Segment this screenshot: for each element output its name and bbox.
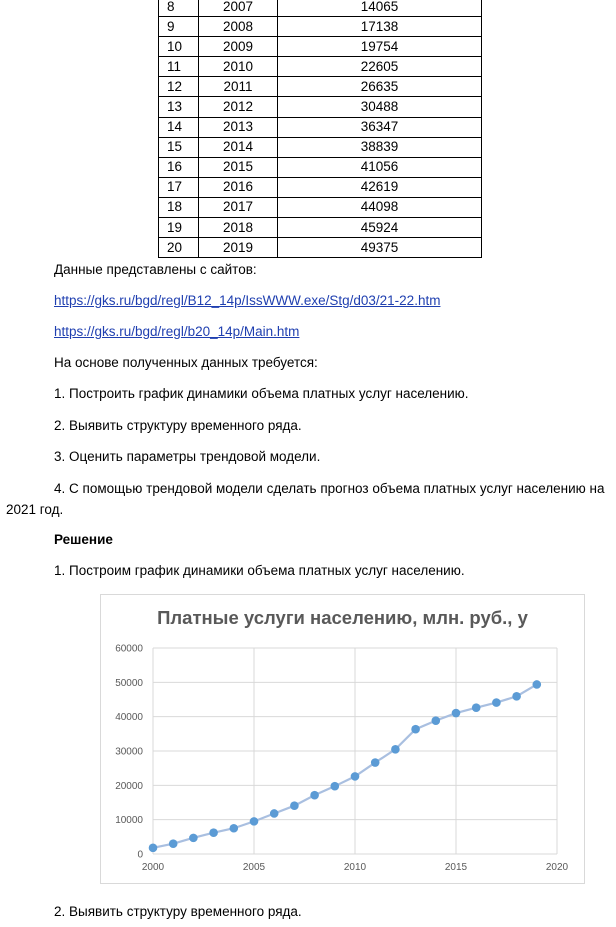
table-row: [159, 137, 482, 157]
row-number-cell: 14: [159, 117, 199, 137]
task-4-line-2: 2021 год.: [6, 502, 64, 517]
table-row: [159, 97, 482, 117]
y-tick-label: 30000: [115, 746, 143, 758]
table-row: [159, 117, 482, 137]
table-row: [159, 0, 482, 17]
row-number-cell: 10: [159, 37, 199, 57]
year-cell: 2008: [199, 17, 278, 37]
value-cell: 49375: [278, 238, 482, 258]
year-cell: 2007: [199, 0, 278, 17]
table-row: [159, 218, 482, 238]
y-tick-label: 50000: [115, 677, 143, 689]
data-point: [209, 828, 218, 837]
row-number-cell: 18: [159, 197, 199, 217]
table-row: [159, 157, 482, 177]
task-intro: На основе полученных данных требуется:: [54, 355, 318, 370]
table-row: [159, 197, 482, 217]
value-cell: 26635: [278, 77, 482, 97]
task-3: 3. Оценить параметры трендовой модели.: [54, 449, 321, 464]
data-point: [512, 692, 521, 701]
step-1: 1. Построим график динамики объема платных услуг населению.: [54, 563, 465, 578]
data-table: [158, 0, 482, 258]
value-cell: 45924: [278, 218, 482, 238]
year-cell: 2018: [199, 218, 278, 238]
year-cell: 2019: [199, 238, 278, 258]
x-tick-label: 2020: [545, 862, 569, 873]
y-tick-label: 10000: [115, 815, 143, 827]
table-row: [159, 37, 482, 57]
source-intro: Данные представлены с сайтов:: [54, 262, 257, 277]
source-link-1[interactable]: https://gks.ru/bgd/regl/B12_14p/IssWWW.exe/Stg/d03/21-22.htm: [54, 293, 441, 308]
row-number-cell: 20: [159, 238, 199, 258]
year-cell: 2009: [199, 37, 278, 57]
year-cell: 2012: [199, 97, 278, 117]
task-2: 2. Выявить структуру временного ряда.: [54, 418, 302, 433]
year-cell: 2011: [199, 77, 278, 97]
row-number-cell: 13: [159, 97, 199, 117]
row-number-cell: 11: [159, 57, 199, 77]
year-cell: 2013: [199, 117, 278, 137]
year-cell: 2015: [199, 157, 278, 177]
step-2: 2. Выявить структуру временного ряда.: [54, 904, 302, 919]
data-point: [189, 834, 198, 843]
chart-title: Платные услуги населению, млн. руб., y: [157, 607, 528, 628]
solution-heading: Решение: [54, 532, 113, 547]
value-cell: 38839: [278, 137, 482, 157]
value-cell: 22605: [278, 57, 482, 77]
year-cell: 2017: [199, 197, 278, 217]
row-number-cell: 8: [159, 0, 199, 17]
row-number-cell: 12: [159, 77, 199, 97]
table-row: [159, 177, 482, 197]
value-cell: 41056: [278, 157, 482, 177]
data-point: [452, 709, 461, 718]
value-cell: 44098: [278, 197, 482, 217]
data-point: [492, 698, 501, 707]
table-row: [159, 238, 482, 258]
data-point: [533, 680, 542, 689]
row-number-cell: 15: [159, 137, 199, 157]
data-point: [230, 824, 239, 833]
y-tick-label: 0: [137, 849, 143, 861]
x-tick-label: 2000: [141, 862, 165, 873]
source-link-2[interactable]: https://gks.ru/bgd/regl/b20_14p/Main.htm: [54, 324, 300, 339]
chart-plot: [101, 595, 584, 883]
row-number-cell: 19: [159, 218, 199, 238]
data-point: [290, 801, 299, 810]
data-point: [472, 703, 481, 712]
y-tick-label: 20000: [115, 780, 143, 792]
data-point: [270, 809, 279, 818]
y-tick-label: 40000: [115, 712, 143, 724]
data-point: [169, 839, 178, 848]
task-4: [6, 478, 612, 520]
x-tick-label: 2010: [343, 862, 367, 873]
value-cell: 42619: [278, 177, 482, 197]
row-number-cell: 16: [159, 157, 199, 177]
x-tick-label: 2015: [444, 862, 468, 873]
year-cell: 2014: [199, 137, 278, 157]
task-1: 1. Построить график динамики объема платных услуг населению.: [54, 386, 469, 401]
data-point: [310, 791, 319, 800]
year-cell: 2010: [199, 57, 278, 77]
data-point: [149, 844, 158, 853]
data-point: [432, 716, 441, 725]
table-row: [159, 57, 482, 77]
value-cell: 17138: [278, 17, 482, 37]
task-4-line-1: 4. С помощью трендовой модели сделать прогноз объема платных услуг населению на: [54, 481, 605, 496]
x-tick-label: 2005: [242, 862, 266, 873]
table-row: [159, 17, 482, 37]
value-cell: 30488: [278, 97, 482, 117]
value-cell: 19754: [278, 37, 482, 57]
value-cell: 36347: [278, 117, 482, 137]
data-point: [351, 772, 360, 781]
row-number-cell: 17: [159, 177, 199, 197]
value-cell: 14065: [278, 0, 482, 17]
data-point: [331, 782, 340, 791]
y-tick-label: 60000: [115, 643, 143, 655]
row-number-cell: 9: [159, 17, 199, 37]
data-point: [371, 758, 380, 767]
year-cell: 2016: [199, 177, 278, 197]
data-point: [391, 745, 400, 754]
chart: [100, 594, 585, 884]
data-point: [250, 817, 259, 826]
data-point: [411, 725, 420, 734]
table-row: [159, 77, 482, 97]
